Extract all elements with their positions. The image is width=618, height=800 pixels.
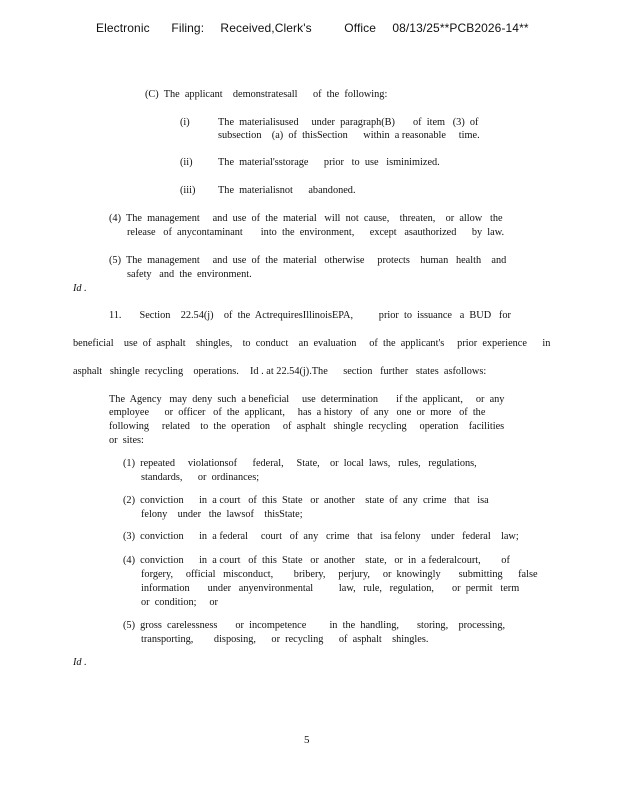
quote-line3: following related to the operation of asphalt shingle recycling operation facilities — [109, 421, 505, 432]
item-iii-line1: The materialisnot abandoned. — [218, 185, 356, 196]
citation-id: Id . — [73, 283, 87, 294]
quote-line2: employee or officer of the applicant, has a history of any one or more of the — [109, 407, 486, 418]
filing-header: Electronic Filing: Received,Clerk's Office 08/13/25**PCB2026-14** — [96, 21, 529, 35]
quote-item4-line4: or condition; or — [141, 597, 218, 608]
citation-id-2: Id . — [73, 657, 87, 668]
clause-4-line2: release of anycontaminant into the environment, except asauthorized by law. — [127, 227, 505, 238]
item-iii-number: (iii) — [180, 185, 196, 196]
quote-item5-line2: transporting, disposing, or recycling of asphalt shingles. — [141, 634, 429, 645]
quote-item2-line1: (2) conviction in a court of this State or another state of any crime that isa — [123, 495, 489, 506]
quote-item5-line1: (5) gross carelessness or incompetence in the handling, storing, processing, — [123, 620, 506, 631]
quote-item1-line1: (1) repeated violationsof federal, State, or local laws, rules, regulations, — [123, 458, 477, 469]
quote-item4-line3: information under anyenvironmental law, rule, regulation, or permit term — [141, 583, 520, 594]
section-11-line1: 11. Section 22.54(j) of the ActrequiresIllinoisEPA, prior to issuance a BUD for — [109, 310, 511, 321]
item-i-line1: The materialisused under paragraph(B) of item (3) of — [218, 117, 479, 128]
clause-4-line1: (4) The management and use of the material will not cause, threaten, or allow the — [109, 213, 503, 224]
clause-5-line2: safety and the environment. — [127, 269, 252, 280]
section-11-line3b: Id . at 22.54(j).The section further states asfollows: — [250, 366, 487, 377]
quote-item2-line2: felony under the lawsof thisState; — [141, 509, 303, 520]
clause-5-line1: (5) The management and use of the material otherwise protects human health and — [109, 255, 507, 266]
quote-item4-line2: forgery, official misconduct, bribery, perjury, or knowingly submitting false — [141, 569, 538, 580]
page-number: 5 — [304, 734, 310, 746]
item-i-number: (i) — [180, 117, 190, 128]
quote-line4: or sites: — [109, 435, 144, 446]
item-ii-number: (ii) — [180, 157, 193, 168]
quote-item4-line1: (4) conviction in a court of this State or another state, or in a federalcourt, of — [123, 555, 510, 566]
quote-item3-line1: (3) conviction in a federal court of any crime that isa felony under federal law; — [123, 531, 519, 542]
section-11-line2: beneficial use of asphalt shingles, to conduct an evaluation of the applicant's prior experience in — [73, 338, 551, 349]
item-ii-line1: The material'sstorage prior to use isminimized. — [218, 157, 440, 168]
section-11-line3a: asphalt shingle recycling operations. — [73, 366, 239, 377]
quote-line1: The Agency may deny such a beneficial use determination if the applicant, or any — [109, 394, 505, 405]
item-i-line2: subsection (a) of thisSection within a reasonable time. — [218, 130, 480, 141]
clause-c: (C) The applicant demonstratesall of the following: — [145, 89, 388, 100]
quote-item1-line2: standards, or ordinances; — [141, 472, 260, 483]
